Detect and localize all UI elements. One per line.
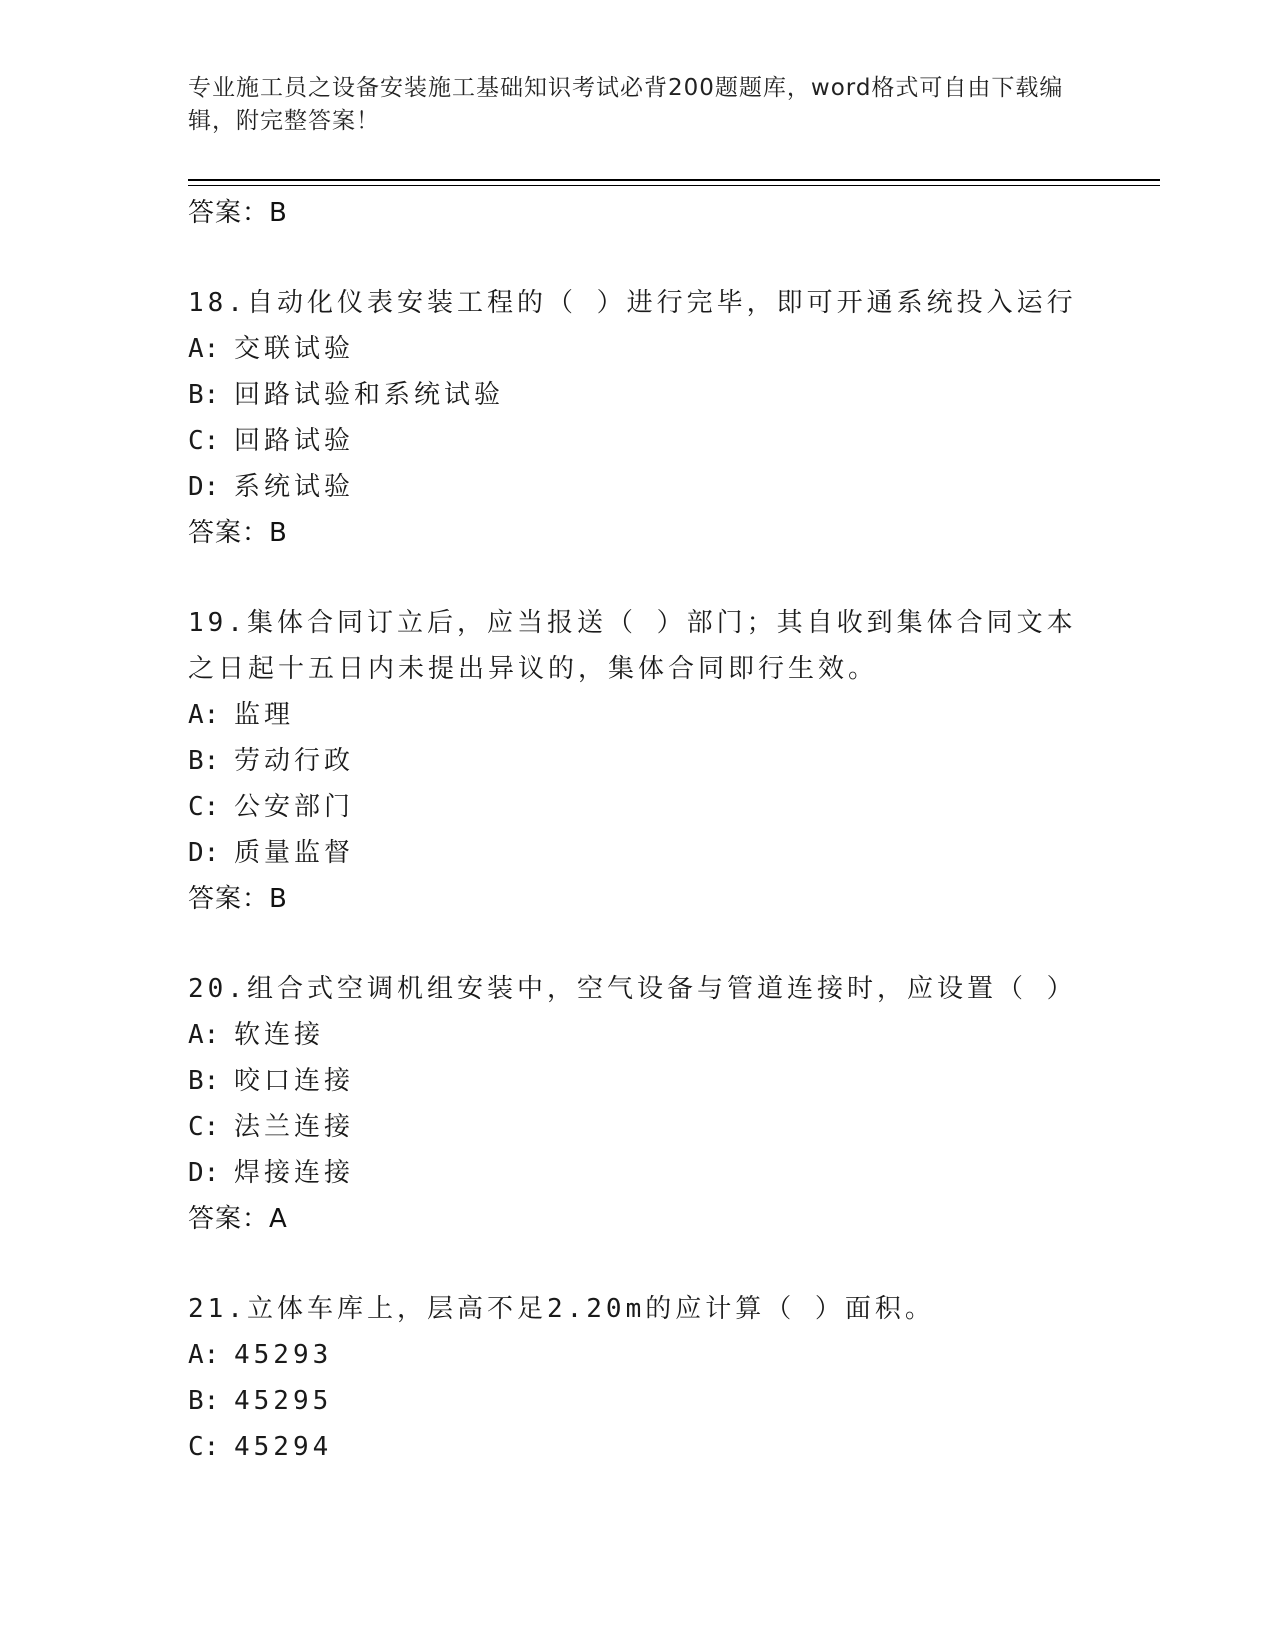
option-text: 45295 (234, 1386, 333, 1416)
option-label: A: (188, 1020, 220, 1050)
question-block (188, 1286, 1088, 1470)
option-label: B: (188, 1066, 220, 1096)
option-label: B: (188, 380, 220, 410)
option-label: C: (188, 1432, 220, 1462)
option-b (188, 372, 1088, 418)
question-block (188, 600, 1088, 922)
option-d (188, 464, 1088, 510)
option-c (188, 1424, 1088, 1470)
previous-answer: 答案：B (188, 198, 288, 228)
answer-text: 答案：A (188, 1204, 288, 1234)
option-b (188, 1058, 1088, 1104)
option-label: A: (188, 334, 220, 364)
option-text: 回路试验和系统试验 (234, 380, 505, 410)
option-label: D: (188, 472, 220, 502)
question-block (188, 966, 1088, 1242)
option-text: 监理 (234, 700, 295, 730)
option-label: D: (188, 838, 220, 868)
option-text: 回路试验 (234, 426, 355, 456)
question-text: 20.组合式空调机组安装中，空气设备与管道连接时，应设置（ ） (188, 974, 1077, 1004)
option-text: 公安部门 (234, 792, 355, 822)
option-b (188, 1378, 1088, 1424)
option-a (188, 1332, 1088, 1378)
spacer (188, 922, 1088, 966)
option-text: 软连接 (234, 1020, 325, 1050)
option-b (188, 738, 1088, 784)
option-label: B: (188, 1386, 220, 1416)
question-list (188, 190, 1088, 1470)
option-label: A: (188, 700, 220, 730)
option-a (188, 692, 1088, 738)
option-label: A: (188, 1340, 220, 1370)
option-text: 45294 (234, 1432, 333, 1462)
question-text: 18.自动化仪表安装工程的（ ）进行完毕，即可开通系统投入运行 (188, 288, 1077, 318)
option-label: D: (188, 1158, 220, 1188)
option-c (188, 418, 1088, 464)
spacer (188, 236, 1088, 280)
question-text: 21.立体车库上，层高不足2.20m的应计算（ ）面积。 (188, 1294, 935, 1324)
option-label: C: (188, 426, 220, 456)
option-d (188, 1150, 1088, 1196)
option-d (188, 830, 1088, 876)
spacer (188, 556, 1088, 600)
question-block (188, 280, 1088, 556)
answer-text: 答案：B (188, 884, 288, 914)
spacer (188, 1242, 1088, 1286)
answer-text: 答案：B (188, 518, 288, 548)
option-text: 法兰连接 (234, 1112, 355, 1142)
header-rule-thin (188, 185, 1160, 186)
option-text: 质量监督 (234, 838, 355, 868)
option-text: 焊接连接 (234, 1158, 355, 1188)
option-text: 交联试验 (234, 334, 355, 364)
option-text: 系统试验 (234, 472, 355, 502)
option-text: 劳动行政 (234, 746, 355, 776)
option-label: C: (188, 792, 220, 822)
option-text: 45293 (234, 1340, 333, 1370)
option-text: 咬口连接 (234, 1066, 355, 1096)
option-label: C: (188, 1112, 220, 1142)
header-rule-thick (188, 179, 1160, 181)
option-c (188, 1104, 1088, 1150)
question-text: 19.集体合同订立后，应当报送（ ）部门；其自收到集体合同文本之日起十五日内未提出异议的，集体合同即行生效。 (188, 608, 1077, 684)
option-a (188, 1012, 1088, 1058)
document-header-title: 专业施工员之设备安装施工基础知识考试必背200题题库，word格式可自由下载编辑，附完整答案！ (188, 75, 1064, 134)
option-c (188, 784, 1088, 830)
option-label: B: (188, 746, 220, 776)
option-a (188, 326, 1088, 372)
